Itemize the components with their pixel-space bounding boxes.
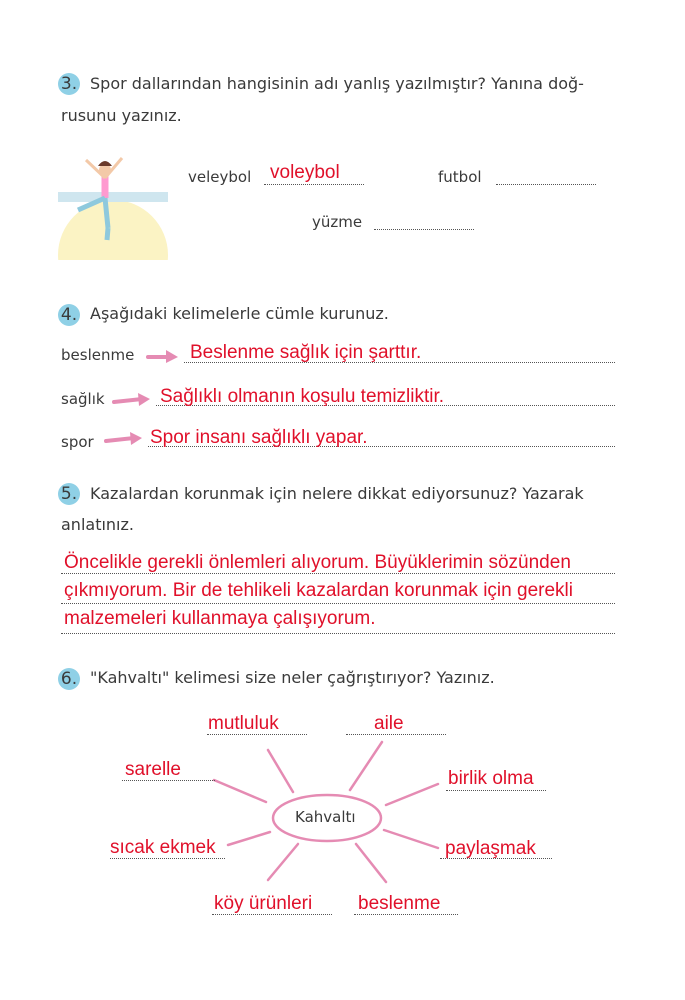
- q6-answer-top-right: aile: [374, 713, 404, 734]
- q5-answer-line-3: malzemeleri kullanmaya çalışıyorum.: [64, 608, 376, 629]
- q5-blank-3[interactable]: [61, 633, 615, 634]
- question-4-prompt: Aşağıdaki kelimelerle cümle kurunuz.: [90, 304, 389, 323]
- q6-answer-mid-right: paylaşmak: [445, 838, 536, 859]
- question-6-prompt: "Kahvaltı" kelimesi size neler çağrıştırıyor? Yazınız.: [90, 668, 495, 687]
- question-5-prompt-line1: Kazalardan korunmak için nelere dikkat ediyorsunuz? Yazarak: [90, 484, 584, 503]
- q5-answer-line-2: çıkmıyorum. Bir de tehlikeli kazalardan korunmak için gerekli: [64, 580, 573, 601]
- question-3-prompt-line2: rusunu yazınız.: [61, 106, 182, 125]
- arrow-icon: [104, 430, 144, 446]
- arrow-icon: [112, 392, 152, 408]
- arrow-icon: [146, 348, 180, 364]
- q3-word-yuzme: yüzme: [312, 213, 363, 231]
- q3-blank-2[interactable]: [496, 184, 596, 185]
- q5-answer-line-1: Öncelikle gerekli önlemleri alıyorum. Büyüklerimin sözünden: [64, 552, 571, 573]
- question-5-prompt-line2: anlatınız.: [61, 515, 134, 534]
- q6-answer-mid-left: sıcak ekmek: [110, 837, 216, 858]
- q4-word-3: spor: [61, 433, 94, 451]
- q6-answer-left: sarelle: [125, 759, 181, 780]
- q3-word-veleybol: veleybol: [188, 168, 252, 186]
- question-4-number: 4.: [58, 304, 80, 326]
- question-3-prompt-line1: Spor dallarından hangisinin adı yanlış yazılmıştır? Yanına doğ-: [90, 74, 584, 93]
- q3-blank-1[interactable]: [264, 184, 364, 185]
- question-3-number: 3.: [58, 73, 80, 95]
- question-5-number: 5.: [58, 483, 80, 505]
- q5-answer: [64, 549, 685, 633]
- q6-answer-right: birlik olma: [448, 768, 534, 789]
- q4-answer-1: Beslenme sağlık için şarttır.: [190, 342, 422, 363]
- gymnast-illustration: [58, 150, 168, 260]
- q6-blank-right[interactable]: [446, 790, 546, 791]
- q4-word-1: beslenme: [61, 346, 135, 364]
- q6-answer-bottom-right: beslenme: [358, 893, 441, 914]
- question-6-number: 6.: [58, 668, 80, 690]
- q3-word-futbol: futbol: [438, 168, 482, 186]
- q3-answer-1: voleybol: [270, 162, 340, 183]
- q6-answer-bottom-left: köy ürünleri: [214, 893, 313, 914]
- q4-answer-3: Spor insanı sağlıklı yapar.: [150, 427, 368, 448]
- q3-blank-3[interactable]: [374, 229, 474, 230]
- q6-answer-top-left: mutluluk: [208, 713, 279, 734]
- q4-word-2: sağlık: [61, 390, 105, 408]
- q4-answer-2: Sağlıklı olmanın koşulu temizliktir.: [160, 386, 445, 407]
- diagram-center-label: Kahvaltı: [295, 808, 356, 826]
